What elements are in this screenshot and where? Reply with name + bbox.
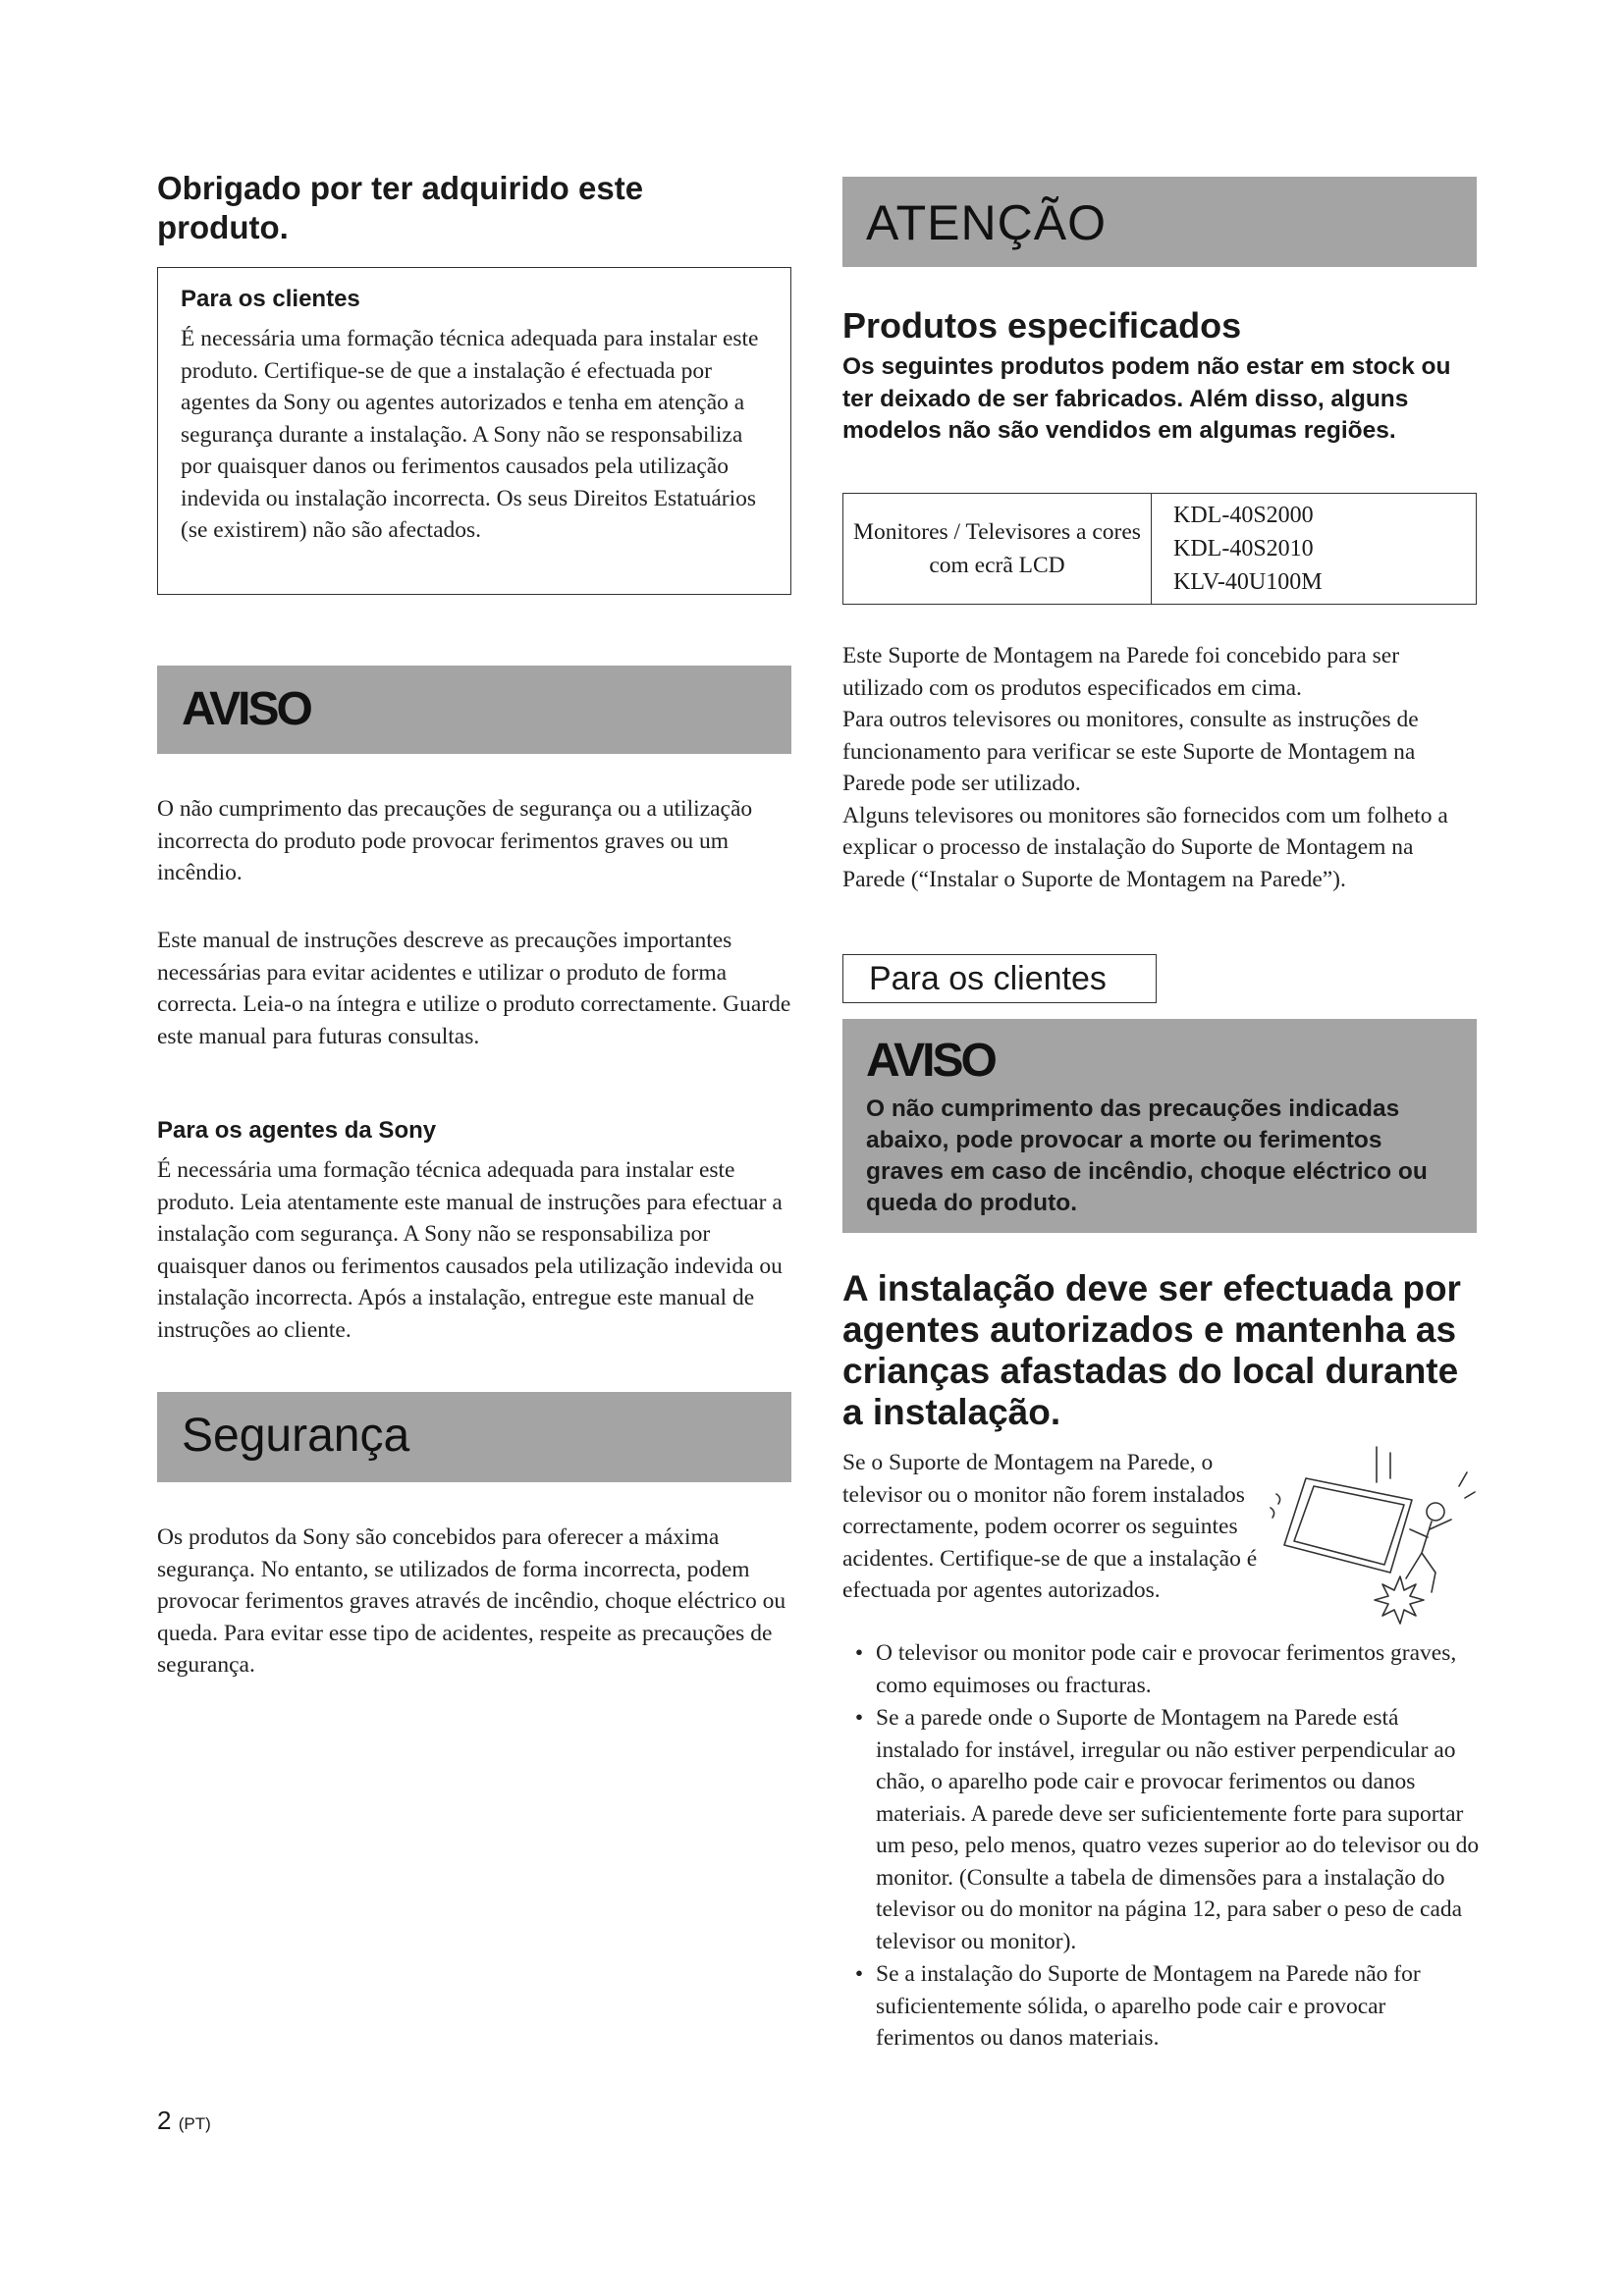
bullet-icon: • bbox=[854, 1961, 864, 1987]
atencao-title: ATENÇÃO bbox=[866, 195, 1107, 250]
aviso-title: AVISO bbox=[182, 683, 310, 735]
para-clientes-label: Para os clientes bbox=[842, 954, 1157, 1003]
produtos-subheading: Os seguintes produtos podem não estar em stock ou ter deixado de ser fabricados. Além disso, alguns modelos não são vendidos em algumas regiões. bbox=[842, 353, 1451, 444]
bullet-text: Se a parede onde o Suporte de Montagem na Parede está instalado for instável, irregular ou não estiver perpendicular ao chão, o aparelho pode cair e provocar ferimentos ou danos materiais. A parede deve ser suficientemente forte para suportar um peso, pelo menos, quatro vezes superior ao do televisor ou do monitor. (Consulte a tabela de dimensões para a instalação do televisor ou do monitor na página 12, para saber o peso de cada televisor ou monitor). bbox=[876, 1705, 1480, 1954]
model-item: KDL-40S2010 bbox=[1173, 536, 1314, 561]
sony-agents-text: É necessária uma formação técnica adequada para instalar este produto. Leia atentamente este manual de instruções para efectuar a instalação com segurança. A Sony não se responsabiliza por quaisquer danos ou ferimentos causados pela utilização indevida ou instalação incorrecta. Após a instalação, entregue este manual de instruções ao cliente. bbox=[157, 1157, 783, 1343]
list-item bbox=[842, 1958, 1481, 2055]
bullet-text: Se a instalação do Suporte de Montagem na Parede não for suficientemente sólida, o aparelho pode cair e provocar ferimentos ou danos materiais. bbox=[876, 1961, 1421, 2051]
page-number-value: 2 bbox=[157, 2106, 172, 2135]
page-title: Obrigado por ter adquirido este produto. bbox=[157, 170, 644, 245]
clients-notice-box bbox=[157, 267, 791, 595]
installation-intro: Se o Suporte de Montagem na Parede, o televisor ou o monitor não forem instalados correctamente, podem ocorrer os seguintes acidentes. Certifique-se de que a instalação é efectuada por agentes autorizados. bbox=[842, 1450, 1258, 1603]
compatibility-line: Este Suporte de Montagem na Parede foi concebido para ser utilizado com os produtos especificados em cima. bbox=[842, 643, 1400, 701]
bullet-text: O televisor ou monitor pode cair e provocar ferimentos graves, como equimoses ou fracturas. bbox=[876, 1640, 1457, 1698]
page-number bbox=[157, 2106, 211, 2136]
products-table-models bbox=[1152, 494, 1476, 604]
aviso-paragraph-2: Este manual de instruções descreve as precauções importantes necessárias para evitar acidentes e utilizar o produto de forma correcta. Leia-o na íntegra e utilize o produto correctamente. Guarde este manual para futuras consultas. bbox=[157, 928, 791, 1049]
installation-heading: A instalação deve ser efectuada por agentes autorizados e mantenha as crianças afastadas do local durante a instalação. bbox=[842, 1268, 1461, 1432]
clients-box-text: É necessária uma formação técnica adequada para instalar este produto. Certifique-se de que a instalação é efectuada por agentes da Sony ou agentes autorizados e tenha em atenção a segurança durante a instalação. A Sony não se responsabiliza por quaisquer danos ou ferimentos causados pela utilização indevida ou instalação incorrecta. Os seus Direitos Estatuários (se existirem) não são afectados. bbox=[181, 326, 759, 543]
page-language: (PT) bbox=[178, 2114, 211, 2133]
falling-tv-illustration-icon bbox=[1267, 1443, 1478, 1625]
produtos-heading: Produtos especificados bbox=[842, 305, 1242, 346]
seguranca-text: Os produtos da Sony são concebidos para oferecer a máxima segurança. No entanto, se utilizados de forma incorrecta, podem provocar ferimentos graves através de incêndio, choque eléctrico ou queda. Para evitar esse tipo de acidentes, respeite as precauções de segurança. bbox=[157, 1524, 786, 1678]
compatibility-line: Alguns televisores ou monitores são fornecidos com um folheto a explicar o processo de instalação do Suporte de Montagem na Parede (“Instalar o Suporte de Montagem na Parede”). bbox=[842, 802, 1448, 892]
compatibility-text bbox=[842, 640, 1481, 895]
list-item bbox=[842, 1637, 1481, 1701]
compatibility-line: Para outros televisores ou monitores, consulte as instruções de funcionamento para verificar se este Suporte de Montagem na Parede pode ser utilizado. bbox=[842, 707, 1419, 796]
aviso-warning-title: AVISO bbox=[866, 1035, 995, 1087]
seguranca-title: Segurança bbox=[182, 1410, 410, 1462]
bullet-icon: • bbox=[854, 1705, 864, 1731]
aviso-paragraph-1: O não cumprimento das precauções de segurança ou a utilização incorrecta do produto pode provocar ferimentos graves ou um incêndio. bbox=[157, 796, 753, 885]
products-table-category: Monitores / Televisores a cores com ecrã LCD bbox=[843, 494, 1152, 604]
model-item: KDL-40S2000 bbox=[1173, 503, 1314, 528]
aviso-warning-text: O não cumprimento das precauções indicadas abaixo, pode provocar a morte ou ferimentos graves em caso de incêndio, choque eléctrico ou queda do produto. bbox=[866, 1095, 1428, 1216]
list-item bbox=[842, 1702, 1481, 1957]
accident-bullet-list bbox=[842, 1637, 1481, 2056]
products-table bbox=[842, 493, 1477, 605]
sony-agents-heading: Para os agentes da Sony bbox=[157, 1117, 437, 1144]
clients-box-heading: Para os clientes bbox=[181, 286, 360, 312]
bullet-icon: • bbox=[854, 1640, 864, 1666]
model-item: KLV-40U100M bbox=[1173, 569, 1323, 595]
